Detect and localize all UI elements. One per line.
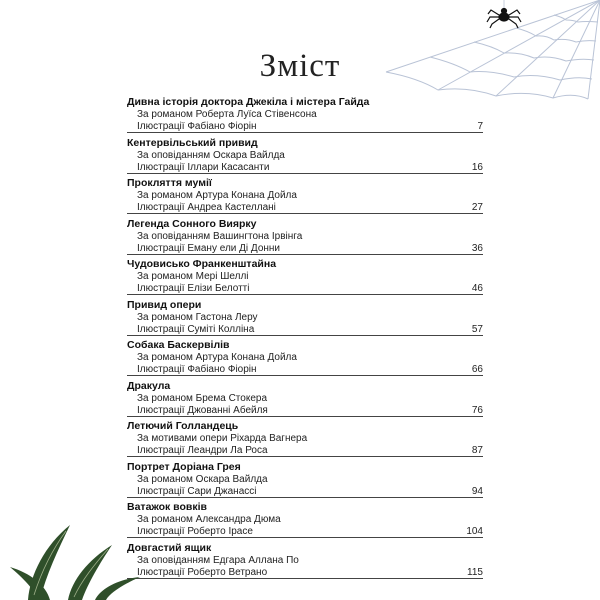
- toc-entry[interactable]: [127, 501, 483, 542]
- entry-illustrator: Ілюстрації Роберто Ветрано: [137, 566, 268, 578]
- entry-rule: [127, 335, 483, 336]
- toc-entry[interactable]: [127, 542, 483, 583]
- table-of-contents: [127, 96, 483, 582]
- entry-source: За романом Артура Конана Дойла: [137, 352, 297, 363]
- entry-illustrator: Ілюстрації Еману ели Ді Донни: [137, 242, 281, 254]
- entry-rule: [127, 254, 483, 255]
- toc-entry[interactable]: [127, 177, 483, 218]
- entry-rule: [127, 132, 483, 133]
- toc-entry[interactable]: [127, 420, 483, 461]
- entry-illustrator: Ілюстрації Роберто Ірасе: [137, 526, 253, 537]
- toc-entry[interactable]: [127, 339, 483, 380]
- toc-entry[interactable]: [127, 299, 483, 340]
- entry-source: За романом Гастона Леру: [137, 311, 258, 323]
- entry-title: Дракула: [127, 379, 171, 392]
- entry-page-number: 27: [471, 202, 483, 213]
- entry-rule: [127, 578, 483, 579]
- entry-title: Ватажок вовків: [127, 501, 207, 513]
- entry-rule: [127, 213, 483, 214]
- toc-entry[interactable]: [127, 380, 483, 421]
- entry-title: Кентервільський привид: [127, 136, 258, 149]
- entry-page-number: 36: [471, 242, 483, 254]
- entry-title: Привид опери: [127, 298, 202, 311]
- entry-rule: [127, 537, 483, 538]
- toc-entry[interactable]: [127, 218, 483, 259]
- entry-source: За романом Роберта Луїса Стівенсона: [137, 109, 317, 120]
- entry-page-number: 87: [471, 445, 483, 456]
- entry-illustrator: Ілюстрації Фабіано Фіорін: [137, 121, 257, 132]
- toc-entry[interactable]: [127, 137, 483, 178]
- entry-page-number: 94: [471, 485, 483, 497]
- leaves-icon: [0, 505, 150, 600]
- entry-source: За романом Артура Конана Дойла: [137, 190, 297, 201]
- entry-source: За мотивами опери Ріхарда Вагнера: [137, 433, 308, 444]
- entry-page-number: 16: [471, 161, 483, 173]
- entry-title: Чудовисько Франкенштайна: [127, 258, 277, 270]
- entry-title: Летючий Голландець: [127, 420, 239, 432]
- entry-title: Прокляття мумії: [127, 177, 212, 189]
- entry-illustrator: Ілюстрації Фабіано Фіорін: [137, 364, 257, 375]
- toc-entry[interactable]: [127, 96, 483, 137]
- toc-entry[interactable]: [127, 461, 483, 502]
- entry-page-number: 104: [466, 526, 483, 537]
- entry-source: За оповіданням Едгара Аллана По: [137, 554, 299, 566]
- entry-title: Легенда Сонного Виярку: [127, 217, 257, 230]
- entry-page-number: 115: [467, 566, 483, 578]
- entry-illustrator: Ілюстрації Суміті Колліна: [137, 323, 255, 335]
- entry-illustrator: Ілюстрації Леандри Ла Роса: [137, 445, 268, 456]
- entry-page-number: 76: [471, 404, 483, 416]
- entry-title: Дивна історія доктора Джекіла і містера Гайда: [127, 96, 370, 108]
- entry-source: За романом Мері Шеллі: [137, 271, 249, 282]
- entry-illustrator: Ілюстрації Елізи Белотті: [137, 283, 250, 294]
- toc-entry[interactable]: [127, 258, 483, 299]
- entry-source: За оповіданням Вашингтона Ірвінга: [137, 230, 303, 242]
- entry-illustrator: Ілюстрації Андреа Кастеллані: [137, 202, 276, 213]
- entry-page-number: 57: [471, 323, 483, 335]
- entry-page-number: 46: [471, 283, 483, 294]
- page-title: Зміст: [259, 48, 341, 84]
- entry-title: Довгастий ящик: [127, 541, 212, 554]
- entry-source: За романом Брема Стокера: [137, 392, 267, 404]
- entry-page-number: 66: [471, 364, 483, 375]
- entry-rule: [127, 375, 483, 376]
- entry-source: За оповіданням Оскара Вайлда: [137, 149, 285, 161]
- entry-source: За романом Оскара Вайлда: [137, 473, 268, 485]
- entry-page-number: 7: [477, 121, 483, 132]
- entry-rule: [127, 416, 483, 417]
- entry-source: За романом Александра Дюма: [137, 514, 281, 525]
- entry-rule: [127, 456, 483, 457]
- entry-rule: [127, 497, 483, 498]
- entry-illustrator: Ілюстрації Сари Джанассі: [137, 485, 257, 497]
- entry-rule: [127, 294, 483, 295]
- entry-illustrator: Ілюстрації Джованні Абейля: [137, 404, 268, 416]
- entry-title: Собака Баскервілів: [127, 339, 230, 351]
- entry-rule: [127, 173, 483, 174]
- entry-illustrator: Ілюстрації Іллари Касасанти: [137, 161, 270, 173]
- entry-title: Портрет Доріана Грея: [127, 460, 241, 473]
